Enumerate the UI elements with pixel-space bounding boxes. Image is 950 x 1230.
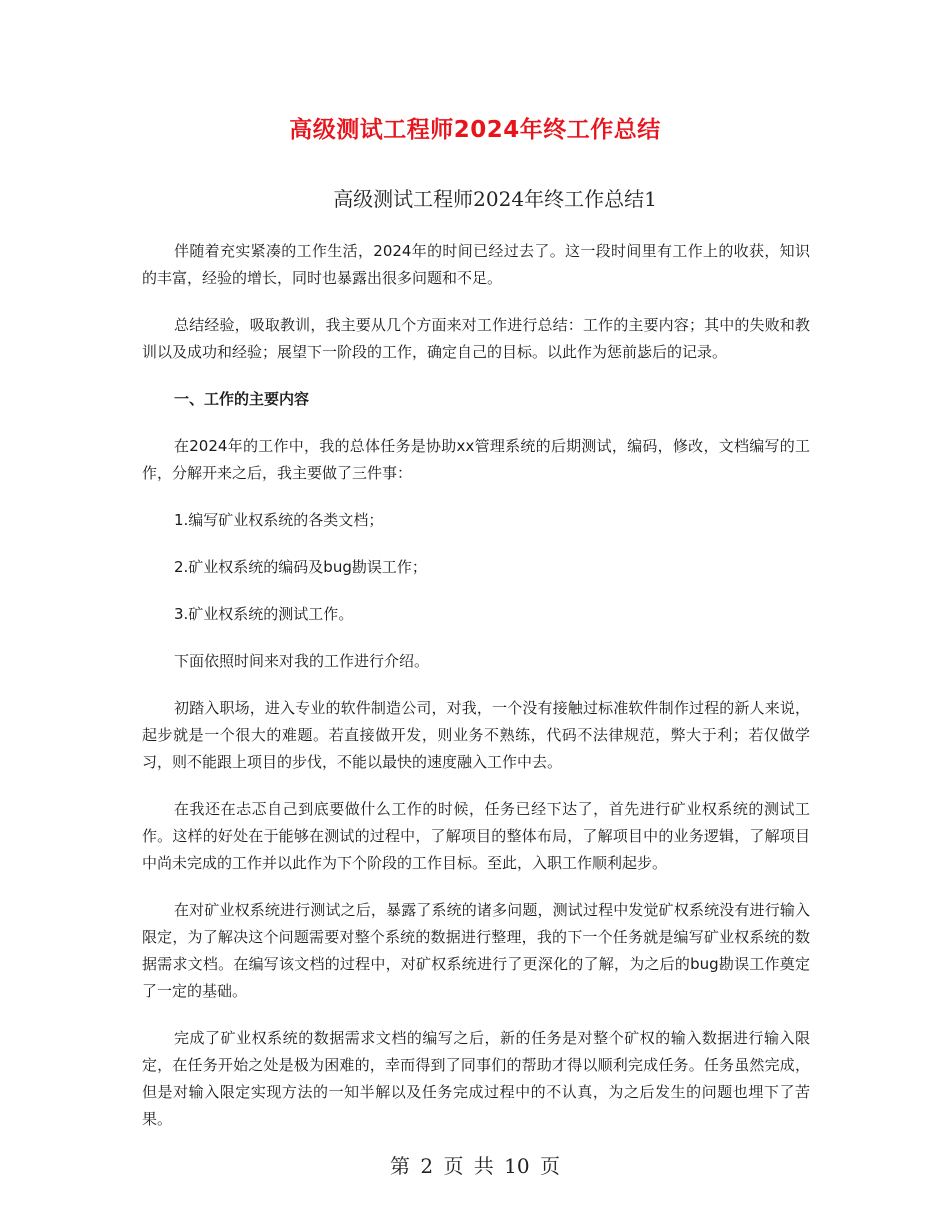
paragraph: 在对矿业权系统进行测试之后，暴露了系统的诸多问题，测试过程中发觉矿权系统没有进行输入限定，为了解决这个问题需要对整个系统的数据进行整理，我的下一个任务就是编写矿业权系统的数据需求文档。在编写该文档的过程中，对矿权系统进行了更深化的了解，为之后的bug勘误工作奠定了一定的基础。: [142, 901, 810, 1000]
list-item: 3.矿业权系统的测试工作。: [174, 605, 354, 623]
document-body: [142, 238, 810, 1153]
paragraph: 在我还在忐忑自己到底要做什么工作的时候，任务已经下达了，首先进行矿业权系统的测试工作。这样的好处在于能够在测试的过程中，了解项目的整体布局，了解项目中的业务逻辑，了解项目中尚未完成的工作并以此作为下个阶段的工作目标。至此，入职工作顺利起步。: [142, 800, 810, 872]
paragraph: 在2024年的工作中，我的总体任务是协助xx管理系统的后期测试，编码，修改，文档编写的工作，分解开来之后，我主要做了三件事：: [142, 437, 810, 482]
document-title: 高级测试工程师2024年终工作总结: [289, 117, 661, 143]
paragraph: 下面依照时间来对我的工作进行介绍。: [174, 652, 430, 670]
paragraph: 总结经验，吸取教训，我主要从几个方面来对工作进行总结：工作的主要内容；其中的失败和教训以及成功和经验；展望下一阶段的工作，确定自己的目标。以此作为惩前毖后的记录。: [142, 316, 810, 361]
paragraph: 伴随着充实紧凑的工作生活，2024年的时间已经过去了。这一段时间里有工作上的收获，知识的丰富，经验的增长，同时也暴露出很多问题和不足。: [142, 242, 810, 287]
list-item: 2.矿业权系统的编码及bug勘误工作；: [174, 558, 427, 576]
paragraph: 初踏入职场，进入专业的软件制造公司，对我，一个没有接触过标准软件制作过程的新人来说，起步就是一个很大的难题。若直接做开发，则业务不熟练，代码不法律规范，弊大于利；若仅做学习，则不能跟上项目的步伐，不能以最快的速度融入工作中去。: [142, 699, 810, 771]
page-footer: 第 2 页 共 10 页: [390, 1154, 560, 1178]
list-item: 1.编写矿业权系统的各类文档；: [174, 511, 384, 529]
document-subtitle: 高级测试工程师2024年终工作总结1: [333, 187, 657, 211]
section-heading: 一、工作的主要内容: [174, 390, 310, 408]
paragraph: 完成了矿业权系统的数据需求文档的编写之后，新的任务是对整个矿权的输入数据进行输入限定，在任务开始之处是极为困难的，幸而得到了同事们的帮助才得以顺利完成任务。任务虽然完成，但是对输入限定实现方法的一知半解以及任务完成过程中的不认真，为之后发生的问题也埋下了苦果。: [142, 1029, 810, 1128]
